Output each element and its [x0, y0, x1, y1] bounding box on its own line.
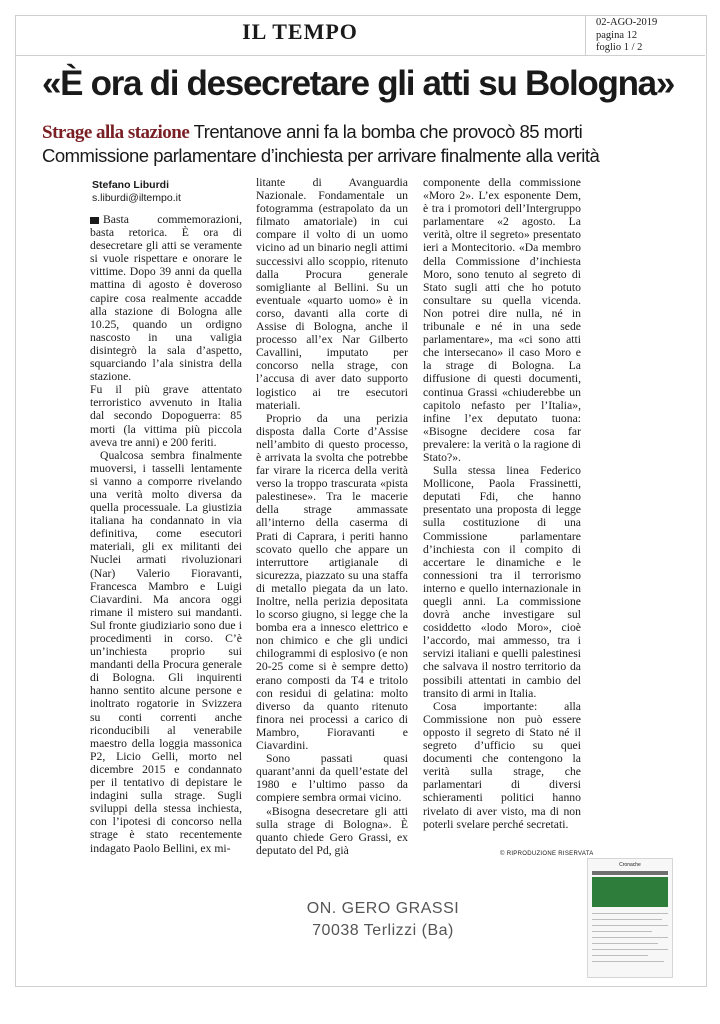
paragraph-bullet-icon — [90, 217, 99, 224]
article-kicker: Strage alla stazione — [42, 122, 190, 143]
reproduction-notice: © RIPRODUZIONE RISERVATA — [500, 851, 594, 857]
article-column-2 — [256, 176, 408, 857]
paragraph: Fu il più grave attentato terroristico avvenuto in Italia dal secondo Dopoguerra: 85 morti (la vittima più piccola aveva tre anni) e 200 feriti. — [90, 383, 242, 449]
article-column-1 — [90, 213, 242, 855]
byline — [92, 179, 181, 205]
newspaper-masthead: IL TEMPO — [242, 19, 358, 44]
stamp-line-2: 70038 Terlizzi (Ba) — [312, 922, 454, 939]
clipping-date: 02-AGO-2019 — [596, 17, 658, 28]
thumbnail-photo — [592, 877, 668, 907]
paragraph: componente della commissione «Moro 2». L’ex esponente Dem, è tra i promotori dell’Intergruppo parlamentare «2 agosto. La verità, oltre il segreto» presentato ieri a Montecitorio. «Da membro della Commissione d’inchiesta Moro, sono tenuto al segreto di Stato sugli atti che ho potuto consultare su quella vicenda. Non potrei dire nulla, né in tribunale e né in una sede parlamentare», ma «ci sono atti che intersecano» il caso Moro e la strage di Bologna. La diffusione di questi documenti, continua Grassi «chiuderebbe un capitolo nefasto per l’Italia», infine l’ex deputato tuona: «Bisogne decidere cosa far prevalere: la verità o la ragione di Stato?». — [423, 176, 581, 464]
page-thumbnail — [587, 858, 673, 978]
thumbnail-text-line — [592, 931, 652, 932]
paragraph: Sulla stessa linea Federico Mollicone, Paola Frassinetti, deputati Fdi, che hanno presentato una proposta di legge sulla costituzione di una Commissione parlamentare d’inchiesta con il compito di accertare le dinamiche e le connessioni tra il terrorismo interno e quello internazionale in quegli anni. La commissione dovrà anche investigare sul cosiddetto «lodo Moro», cioè l’accordo, mai ammesso, tra i servizi italiani e quelli palestinesi che salvava il nostro territorio da possibili attentati in cambio del transito di armi in Italia. — [423, 464, 581, 700]
thumbnail-text-line — [592, 943, 658, 944]
paragraph: Proprio da una perizia disposta dalla Corte d’Assise nell’ambito di questo processo, è arrivata la svolta che potrebbe far virare la ricerca della verità verso la troppo trascurata «pista palestinese». Tra le macerie della strage ammassate all’interno della caserma di Prati di Caprara, i periti hanno scovato quello che appare un interruttore artigianale di sicurezza, piazzato su una staffa di metallo piegata da un lato. Inoltre, nella perizia depositata lo scorso giugno, si legge che la bomba era a innesco elettrico e non chimico e che gli undici chilogrammi di esplosivo (e non 20-25 come si è sempre detto) erano composti da T4 e tritolo con residui di gelatina: molto diverso da quanto ritenuto finora nei processi a carico di Mambro, Fioravanti e Ciavardini. — [256, 411, 408, 753]
author-email: s.liburdi@iltempo.it — [92, 192, 181, 204]
thumbnail-text-line — [592, 955, 648, 956]
paragraph-text: Basta commemorazioni, basta retorica. È ora di desecretare gli atti se veramente si vuole rispettare e onorare le vittime. Dopo 39 anni da quella mattina di agosto è doveroso capire cosa realmente accadde alla stazione di Bologna alle 10.25, quando un ordigno nascosto in una valigia disintegrò la sala d’aspetto, squarciando l’ala sinistra della stazione. — [90, 213, 242, 384]
article-column-3 — [423, 176, 581, 831]
reproduction-notice-text: RIPRODUZIONE RISERVATA — [506, 851, 594, 857]
thumbnail-text-line — [592, 961, 664, 962]
office-stamp — [283, 898, 483, 942]
clipping-page: pagina 12 — [596, 29, 638, 41]
thumbnail-text-line — [592, 949, 668, 950]
article-subhead-line-2: Commissione parlamentare d’inchiesta per arrivare finalmente alla verità — [42, 145, 600, 166]
thumbnail-section-label: Cronache — [619, 862, 641, 868]
paragraph: Qualcosa sembra finalmente muoversi, i tasselli lentamente si vanno a comporre rivelando una verità molto diversa da quella processuale. La giustizia italiana ha condannato in via definitiva, come esecutori materiali, gli ex militanti dei Nuclei armati rivoluzionari (Nar) Valerio Fioravanti, Francesca Mambro e Luigi Ciavardini. Ma ancora oggi rimane il mistero sui mandanti. Sul fronte giudiziario sono due i procedimenti in corso. C’è un’inchiesta proprio sui mandanti della Procura generale di Bologna. Gli inquirenti hanno sentito alcune persone e inoltrato rogatorie in Svizzera su conti correnti anche riconducibili al venerabile maestro della loggia massonica P2, Licio Gelli, morto nel dicembre 2015 e condannato per il tentativo di depistare le indagini sulla strage. Sugli sviluppi della stessa inchiesta, con l’ipotesi di concorso nella strage è stato recentemente indagato Paolo Bellini, ex mi- — [90, 448, 242, 855]
clipping-meta — [585, 15, 705, 55]
paragraph: Sono passati quasi quarant’anni da quell’estate del 1980 e l’ultimo passo da compiere sembra ormai vicino. — [256, 752, 408, 805]
paragraph: Cosa importante: alla Commissione non può essere opposto il segreto di Stato né il segreto d’ufficio su quei documenti che contengono la verità sulla strage, che parlamentari di diversi schieramenti politici hanno rivelato di aver visto, ma di non poterli svelare perché secretati. — [423, 699, 581, 831]
thumbnail-text-line — [592, 937, 668, 938]
thumbnail-text-line — [592, 919, 662, 920]
clipping-sheet: foglio 1 / 2 — [596, 42, 643, 53]
article-headline: «È ora di desecretare gli atti su Bologna» — [42, 64, 675, 103]
masthead-row — [15, 15, 705, 56]
author-name: Stefano Liburdi — [92, 179, 169, 191]
thumbnail-headline-bar — [592, 871, 668, 875]
article-subhead-line-1 — [42, 121, 702, 144]
paragraph: litante di Avanguardia Nazionale. Fondamentale un fotogramma (estrapolato da un filmato amatoriale) in cui compare il volto di un uomo vicino ad un binario negli attimi successivi allo scoppio, ritenuto dalla Procura generale somigliante al Bellini. Su un eventuale «quarto uomo» è in corso, davanti alla corte di Assise di Bologna, anche il processo all’ex Nar Gilberto Cavallini, imputato per concorso nella strage, con l’accusa di aver dato supporto logistico ai tre esecutori materiali. — [256, 176, 408, 412]
paragraph: «Bisogna desecretare gli atti sulla strage di Bologna». È quanto chiede Gero Grassi, ex deputato del Pd, già — [256, 804, 408, 857]
paragraph — [90, 213, 242, 383]
stamp-line-1: ON. GERO GRASSI — [306, 900, 460, 917]
thumbnail-text-line — [592, 913, 668, 914]
thumbnail-text-line — [592, 925, 668, 926]
subhead-line-1-text: Trentanove anni fa la bomba che provocò 85 morti — [193, 121, 583, 142]
